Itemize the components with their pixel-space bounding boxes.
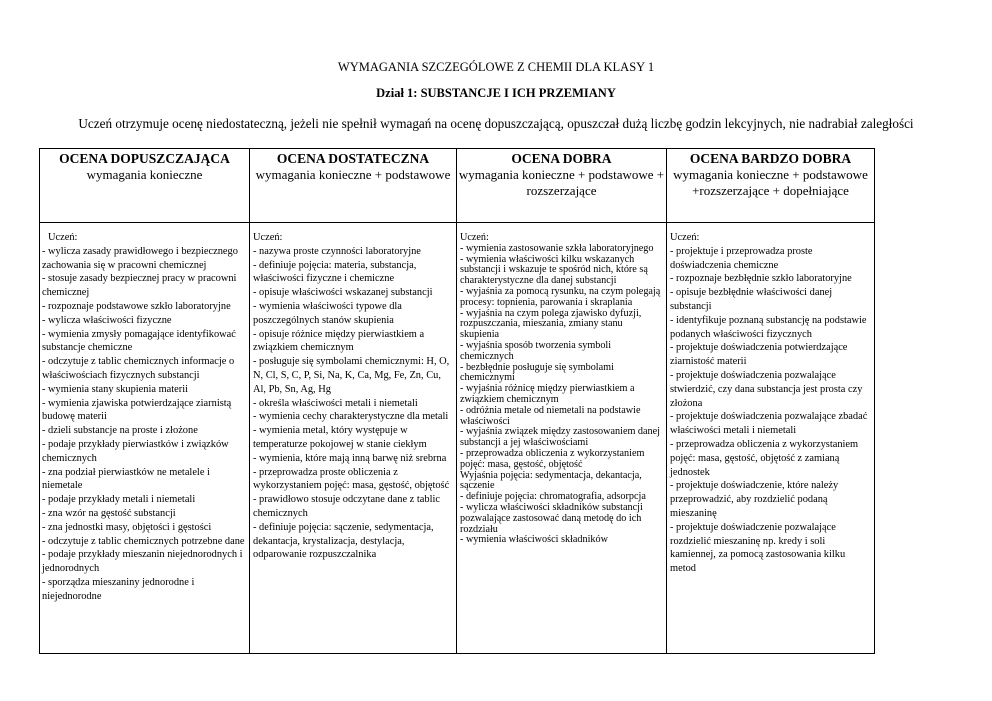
body-cell-bardzo-dobra xyxy=(667,223,875,654)
requirements-list xyxy=(40,223,249,604)
list-item: - przeprowadza proste obliczenia z wykorzystaniem pojęć: masa, gęstość, objętość xyxy=(253,466,450,492)
table-body-row xyxy=(40,223,875,654)
grade-requirements: wymagania konieczne + podstawowe +rozszerzające + dopełniające xyxy=(673,167,868,198)
list-item: - wymienia stany skupienia materii xyxy=(42,383,189,395)
list-lead: Uczeń: xyxy=(460,232,489,243)
list-item: - opisuje różnice między pierwiastkiem a związkiem chemicznym xyxy=(253,328,425,354)
list-item: - zna jednostki masy, objętości i gęstości xyxy=(42,521,212,533)
list-item: - projektuje doświadczenie, które należy przeprowadzić, aby rozdzielić podaną mieszaninę xyxy=(670,480,839,519)
list-item: - wylicza właściwości składników substancji pozwalające zastosować daną metodę do ich rozdziału xyxy=(460,501,643,535)
list-item: - odczytuje z tablic chemicznych informacje o właściwościach fizycznych substancji xyxy=(42,356,235,381)
list-item: - wylicza właściwości fizyczne xyxy=(42,314,172,326)
list-item: - rozpoznaje bezbłędnie szkło laboratoryjne xyxy=(670,273,852,285)
list-item: - wyjaśnia różnicę między pierwiastkiem a związkiem chemicznym xyxy=(460,383,635,405)
header-cell-dopuszczajaca xyxy=(40,149,250,223)
list-item: - dzieli substancje na proste i złożone xyxy=(42,425,198,437)
list-item: - odczytuje z tablic chemicznych potrzebne dane xyxy=(42,535,245,547)
list-item: - odróżnia metale od niemetali na podstawie właściwości xyxy=(460,404,641,427)
list-item: - identyfikuje poznaną substancję na podstawie podanych właściwości fizycznych xyxy=(670,314,867,340)
list-item: Wyjaśnia pojęcia: sedymentacja, dekantacja, sączenie xyxy=(460,469,642,492)
list-item: - wymienia cechy charakterystyczne dla metali xyxy=(253,411,449,423)
list-item: - bezbłędnie posługuje się symbolami chemicznymi xyxy=(460,361,614,384)
list-item: - wymienia zjawiska potwierdzające ziarnistą budowę materii xyxy=(42,397,232,423)
list-item: - opisuje właściwości wskazanej substancji xyxy=(253,287,433,299)
list-item: - prawidłowo stosuje odczytane dane z tablic chemicznych xyxy=(253,494,440,519)
list-lead: Uczeń: xyxy=(48,232,78,243)
list-item: - zna podział pierwiastków ne metalele i niemetale xyxy=(42,466,210,492)
list-item: - sporządza mieszaniny jednorodne i niejednorodne xyxy=(42,576,195,602)
list-item: - nazywa proste czynności laboratoryjne xyxy=(253,245,421,257)
document-title: WYMAGANIA SZCZEGÓLOWE Z CHEMII DLA KLASY 1 xyxy=(337,60,655,74)
body-cell-dostateczna xyxy=(250,223,457,654)
list-item: - wymienia właściwości typowe dla poszczególnych stanów skupienia xyxy=(253,300,402,326)
grade-name: OCENA DOBRA xyxy=(511,151,612,166)
body-cell-dobra xyxy=(457,223,667,654)
list-item: - określa właściwości metali i niemetali xyxy=(253,397,418,409)
list-item: - opisuje bezbłędnie właściwości danej substancji xyxy=(670,287,833,312)
list-item: - projektuje i przeprowadza proste doświadczenia chemiczne xyxy=(670,245,813,271)
table-header-row xyxy=(40,149,875,223)
list-item: - przeprowadza obliczenia z wykorzystaniem pojęć: masa, gęstość, objętość xyxy=(460,447,645,470)
list-item: - wyjaśnia związek między zastosowaniem danej substancji a jej właściwościami xyxy=(460,426,660,449)
list-item: - wyjaśnia za pomocą rysunku, na czym polegają procesy: topnienia, parowania i skraplania xyxy=(460,285,661,308)
requirements-list xyxy=(250,223,456,562)
header-cell-dobra xyxy=(457,149,667,223)
list-item: - stosuje zasady bezpiecznej pracy w pracowni chemicznej xyxy=(42,273,237,299)
grade-name: OCENA DOSTATECZNA xyxy=(276,151,430,166)
grade-name: OCENA DOPUSZCZAJĄCA xyxy=(59,151,230,166)
header-cell-dostateczna xyxy=(250,149,457,223)
list-item: - wymienia, które mają inną barwę niż srebrna xyxy=(253,452,447,464)
list-item: - projektuje doświadczenia pozwalające zbadać właściwości metali i niemetali xyxy=(670,411,868,437)
intro-text: Uczeń otrzymuje ocenę niedostateczną, jeżeli nie spełnił wymagań na ocenę dopuszczającą, opuszczał dużą liczbę godzin lekcyjnych, nie nadrabiał zaległości xyxy=(78,116,914,131)
list-lead: Uczeń: xyxy=(670,232,700,243)
list-item: - podaje przykłady metali i niemetali xyxy=(42,494,196,506)
list-item: - rozpoznaje podstawowe szkło laboratoryjne xyxy=(42,300,231,312)
requirements-list xyxy=(457,223,666,546)
list-item: - definiuje pojęcia: chromatografia, adsorpcja xyxy=(460,491,646,503)
list-item: - projektuje doświadczenia pozwalające stwierdzić, czy dana substancja jest prosta czy złożona xyxy=(670,369,863,409)
grade-requirements: wymagania konieczne + podstawowe + rozszerzające xyxy=(458,167,665,198)
grade-requirements: wymagania konieczne xyxy=(86,167,203,182)
list-item: - wylicza zasady prawidłowego i bezpiecznego zachowania się w pracowni chemicznej xyxy=(42,245,238,271)
list-item: - wymienia właściwości kilku wskazanych substancji i wskazuje te spośród nich, które są charakterystyczne dla danej substancji xyxy=(460,253,648,287)
list-item: - podaje przykłady mieszanin niejednorodnych i jednorodnych xyxy=(42,549,243,575)
list-item: - wymienia metal, który występuje w temperaturze pokojowej w stanie ciekłym xyxy=(253,425,427,450)
list-item: - posługuje się symbolami chemicznymi: H, O, N, Cl, S, C, P, Si, Na, K, Ca, Mg, Fe, Zn, Cu, Al, Pb, Sn, Ag, Hg xyxy=(253,356,450,395)
requirements-table xyxy=(39,148,875,654)
list-item: - projektuje doświadczenia potwierdzające ziarnistość materii xyxy=(670,342,848,368)
list-item: - wyjaśnia sposób tworzenia symboli chemicznych xyxy=(460,339,612,362)
grade-name: OCENA BARDZO DOBRA xyxy=(689,151,852,166)
list-item: - wyjaśnia na czym polega zjawisko dyfuzji, rozpuszczania, mieszania, zmiany stanu skupienia xyxy=(460,307,642,341)
list-item: - projektuje doświadczenie pozwalające rozdzielić mieszaninę np. kredy i soli kamiennej, za pomocą zastosowania kilku metod xyxy=(670,521,846,575)
header-cell-bardzo-dobra xyxy=(667,149,875,223)
requirements-list xyxy=(667,223,874,576)
list-item: - definiuje pojęcia: materia, substancja, właściwości fizyczne i chemiczne xyxy=(253,259,417,285)
list-item: - podaje przykłady pierwiastków i związków chemicznych xyxy=(42,438,229,464)
grade-requirements: wymagania konieczne + podstawowe xyxy=(255,167,451,182)
list-lead: Uczeń: xyxy=(253,232,283,243)
list-item: - zna wzór na gęstość substancji xyxy=(42,507,176,519)
section-subtitle: Dział 1: SUBSTANCJE I ICH PRZEMIANY xyxy=(376,86,616,100)
list-item: - wymienia zmysły pomagające identyfikować substancje chemiczne xyxy=(42,328,236,354)
body-cell-dopuszczajaca xyxy=(40,223,250,654)
list-item: - definiuje pojęcia: sączenie, sedymentacja, dekantacja, krystalizacja, destylacja, odparowanie rozpuszczalnika xyxy=(253,521,434,561)
list-item: - przeprowadza obliczenia z wykorzystaniem pojęć: masa, gęstość, objętość z zamianą jednostek xyxy=(670,438,859,478)
list-item: - wymienia zastosowanie szkła laboratoryjnego xyxy=(460,242,654,254)
list-item: - wymienia właściwości składników xyxy=(460,534,608,546)
